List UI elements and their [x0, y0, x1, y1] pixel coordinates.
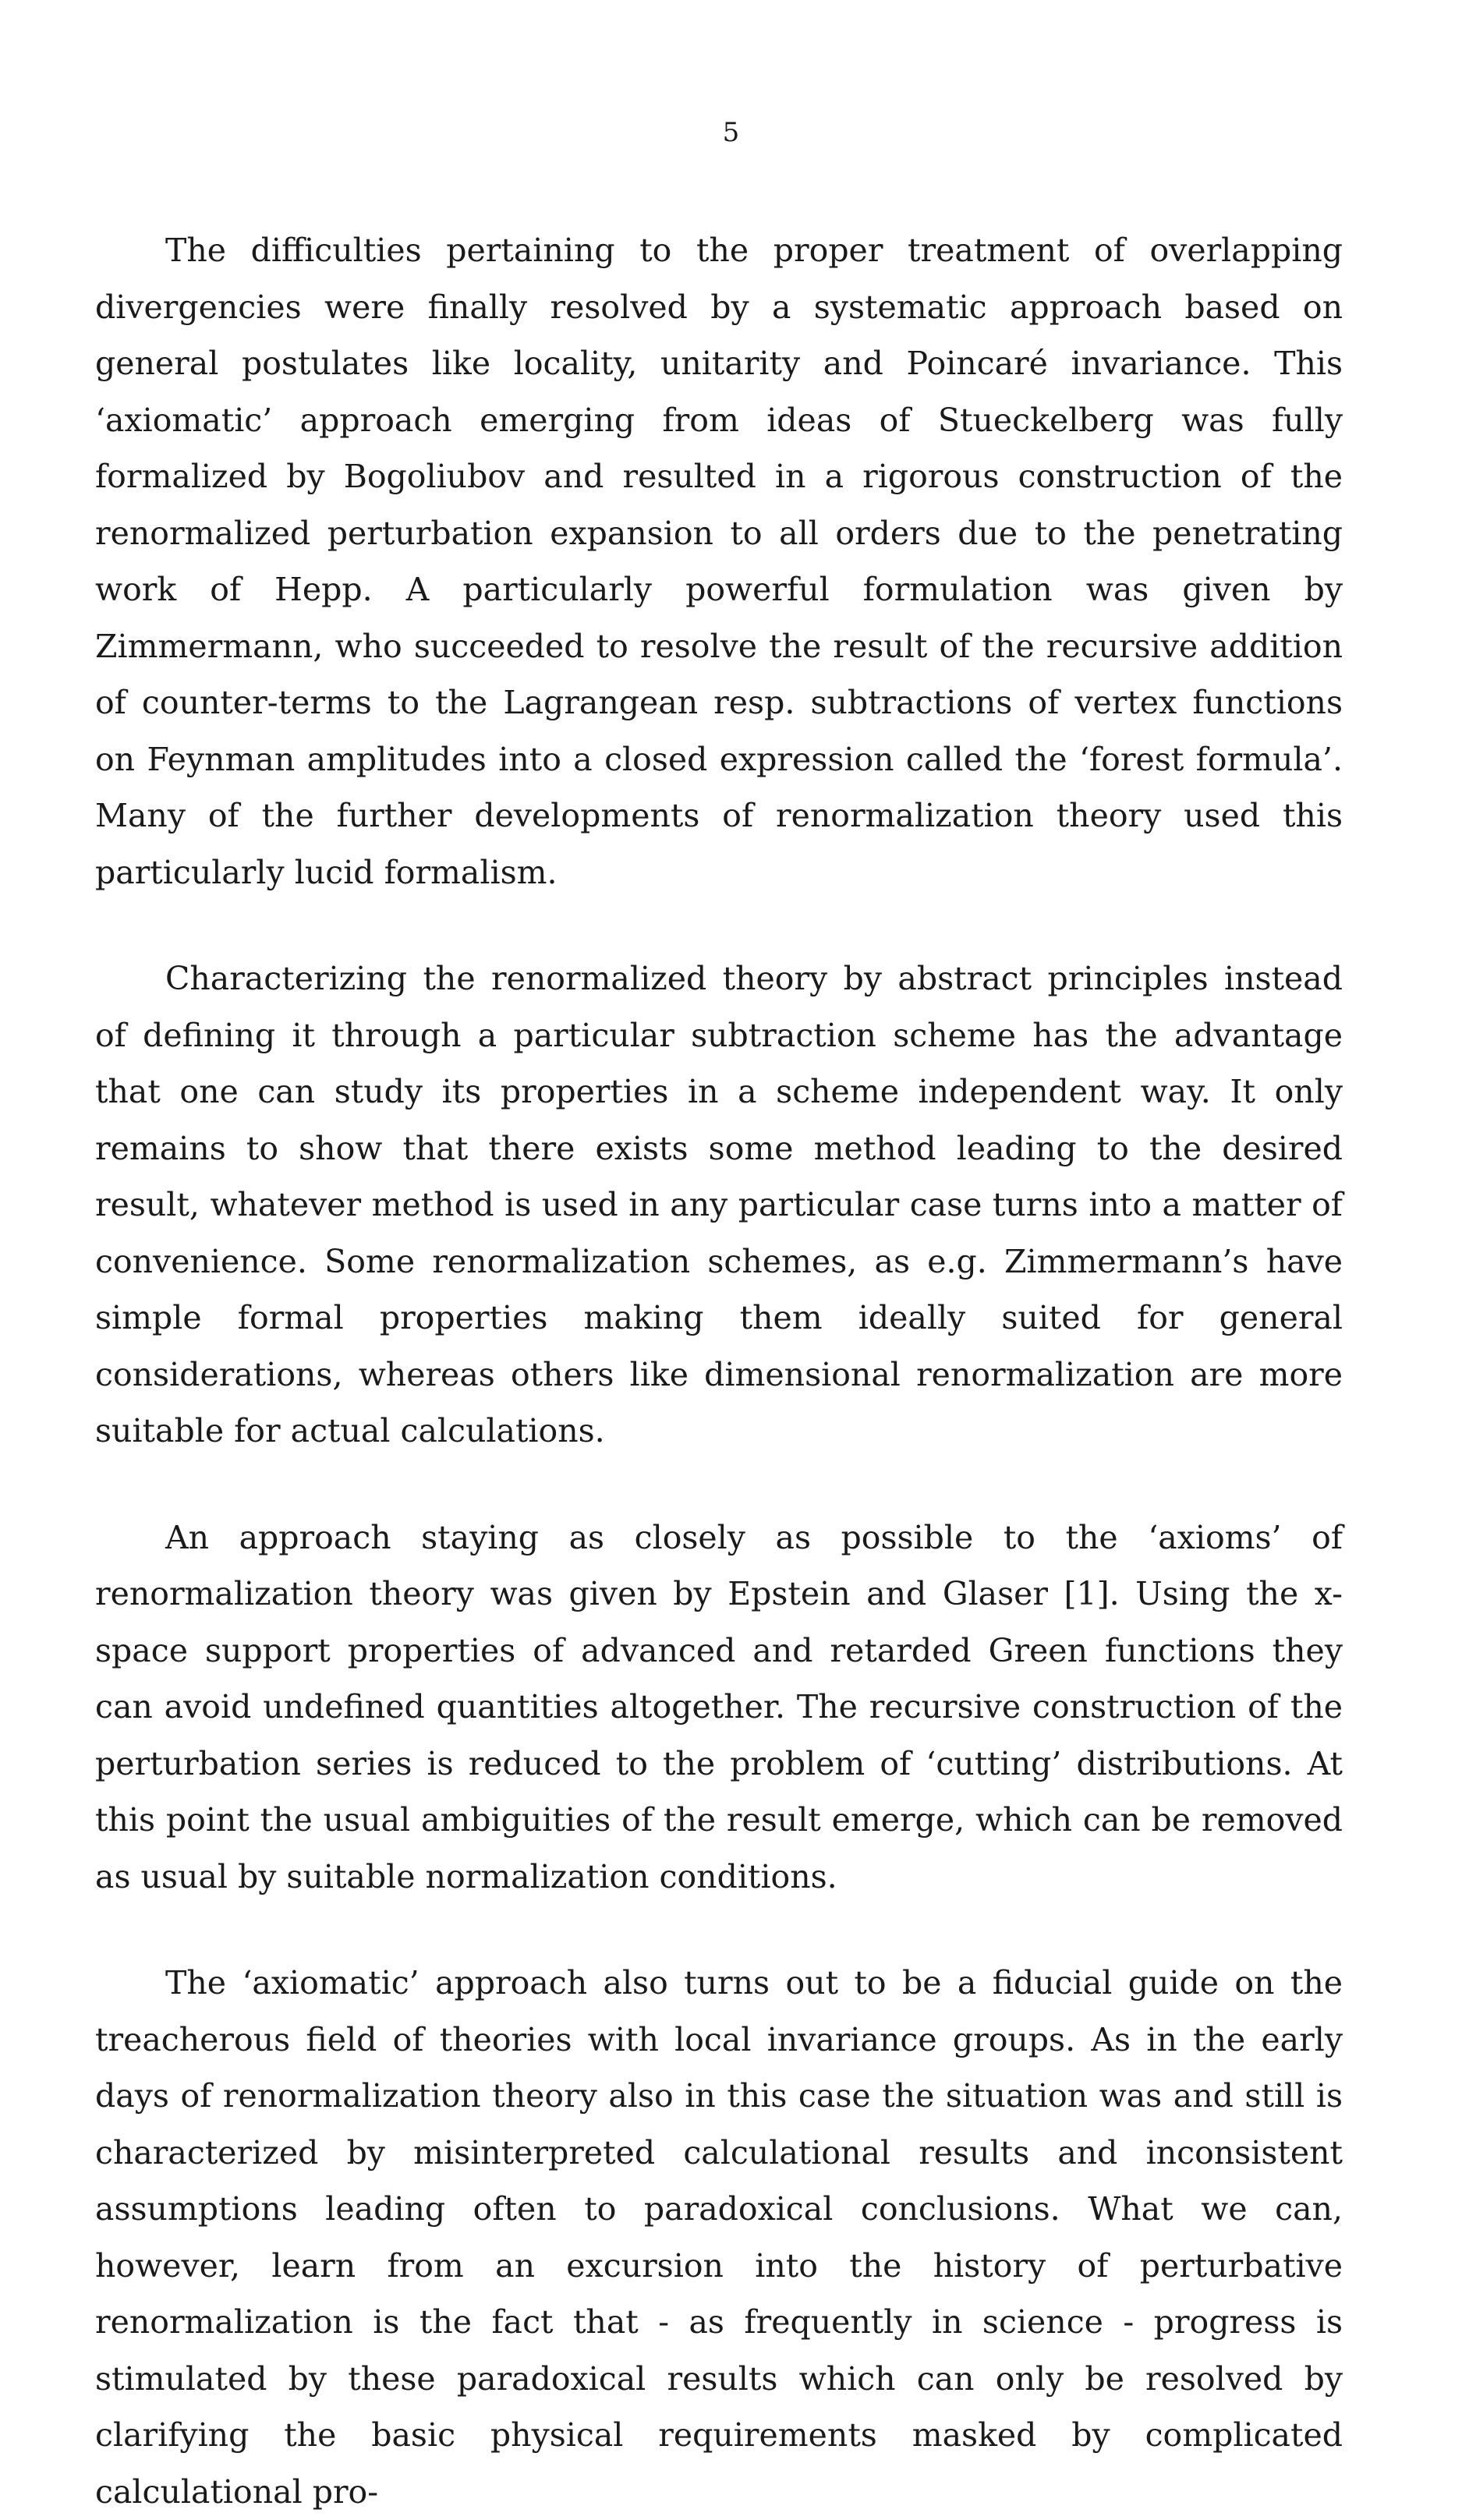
paragraph-4: The ‘axiomatic’ approach also turns out to be a fiducial guide on the treacherous field of theories with local invariance groups. As in the early days of renormalization theory also in this case the situation was and still is characterized by misinterpreted calculational results and inconsistent assumptions leading often to paradoxical conclusions. What we can, however, learn from an excursion into the history of perturbative renormalization is the fact that - as frequently in science - progress is stimulated by these paradoxical results which can only be resolved by clarifying the basic physical requirements masked by complicated calculational pro-: [95, 1964, 1343, 2511]
body-text: [95, 222, 1343, 2520]
paragraph-2: Characterizing the renormalized theory by abstract principles instead of defining it through a particular subtraction scheme has the advantage that one can study its properties in a scheme independent way. It only remains to show that there exists some method leading to the desired result, whatever method is used in any particular case turns into a matter of convenience. Some renormalization schemes, as e.g. Zimmermann’s have simple formal properties making them ideally suited for general considerations, whereas others like dimensional renormalization are more suitable for actual calculations.: [95, 960, 1343, 1449]
paragraph-1: The difficulties pertaining to the proper treatment of overlapping divergencies were finally resolved by a systematic approach based on general postulates like locality, unitarity and Poincaré invariance. This ‘axiomatic’ approach emerging from ideas of Stueckelberg was fully formalized by Bogoliubov and resulted in a rigorous construction of the renormalized perturbation expansion to all orders due to the penetrating work of Hepp. A particularly powerful formulation was given by Zimmermann, who succeeded to resolve the result of the recursive addition of counter-terms to the Lagrangean resp. subtractions of vertex functions on Feynman amplitudes into a closed expression called the ‘forest formula’. Many of the further developments of renormalization theory used this particularly lucid formalism.: [95, 232, 1343, 891]
page-number: 5: [722, 117, 740, 148]
paragraph-3: An approach staying as closely as possible to the ‘axioms’ of renormalization theory was given by Epstein and Glaser [1]. Using the x-space support properties of advanced and retarded Green functions they can avoid undefined quantities altogether. The recursive construction of the perturbation series is reduced to the problem of ‘cutting’ distributions. At this point the usual ambiguities of the result emerge, which can be removed as usual by suitable normalization conditions.: [95, 1518, 1343, 1895]
